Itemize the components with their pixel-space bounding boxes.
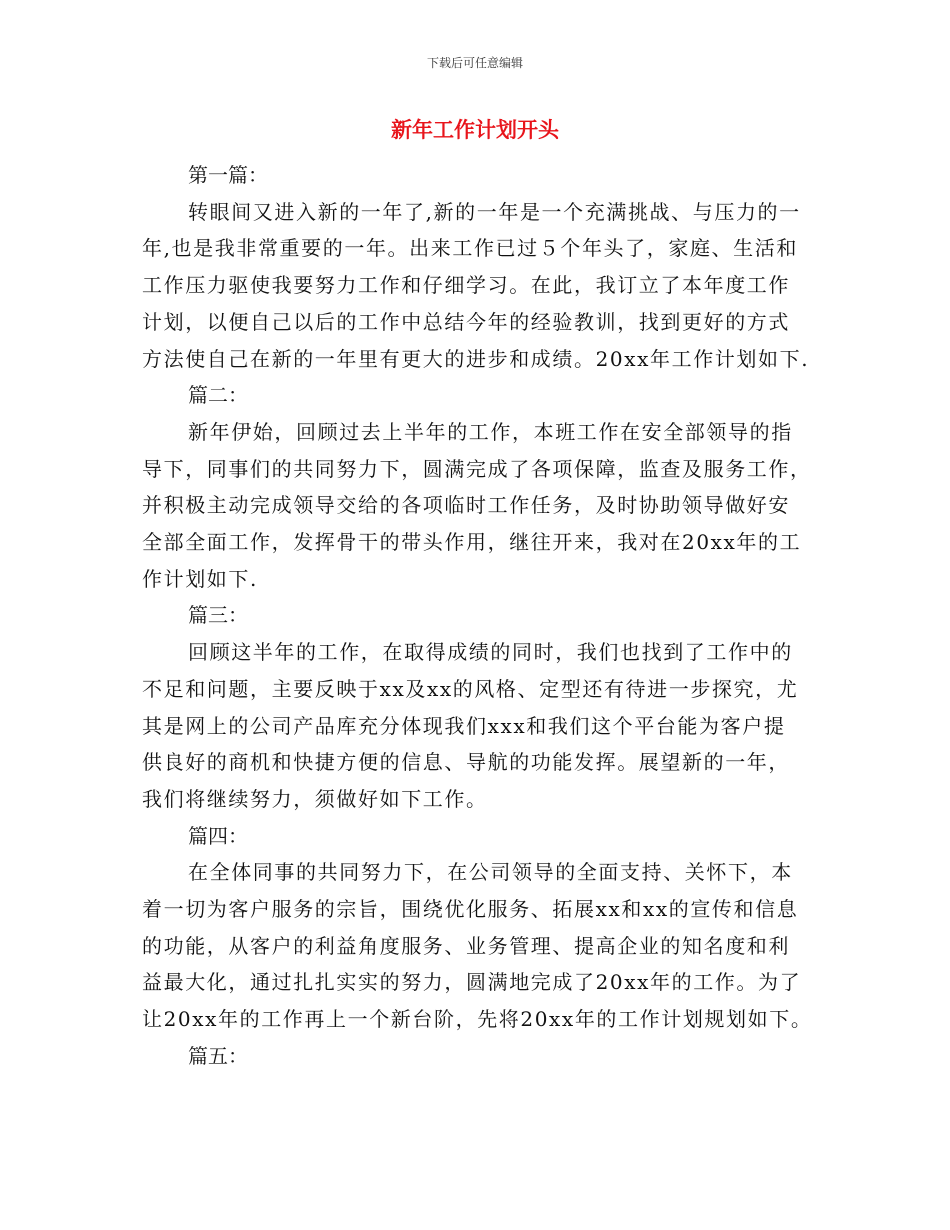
paragraph-line: 方法使自己在新的一年里有更大的进步和成绩。20xx年工作计划如下. <box>142 346 810 371</box>
paragraph-line: 全部全面工作，发挥骨干的带头作用，继往开来，我对在20xx年的工 <box>142 530 802 555</box>
paragraph-line: 着一切为客户服务的宗旨，围绕优化服务、拓展xx和xx的宣传和信息 <box>142 897 799 922</box>
paragraph-line: 并积极主动完成领导交给的各项临时工作任务，及时协助领导做好安 <box>142 493 790 518</box>
section-label-5: 篇五： <box>188 1043 248 1068</box>
section-label-1: 第一篇： <box>188 163 268 187</box>
paragraph-line: 转眼间又进入新的一年了,新的一年是一个充满挑战、与压力的一 <box>188 199 801 224</box>
section-label-4: 篇四： <box>188 823 248 848</box>
paragraph-line: 其是网上的公司产品库充分体现我们xxx和我们这个平台能为客户提 <box>142 713 786 738</box>
paragraph-line: 我们将继续努力，须做好如下工作。 <box>142 786 488 811</box>
section-paragraph-4 <box>142 854 813 1038</box>
paragraph-line: 回顾这半年的工作，在取得成绩的同时，我们也找到了工作中的 <box>188 640 793 665</box>
document-title: 新年工作计划开头 <box>391 118 559 142</box>
paragraph-line: 导下，同事们的共同努力下，圆满完成了各项保障，监查及服务工作， <box>142 456 812 481</box>
paragraph-line: 让20xx年的工作再上一个新台阶，先将20xx年的工作计划规划如下。 <box>142 1007 813 1032</box>
section-paragraph-3 <box>142 634 810 818</box>
section-label-2: 篇二： <box>188 383 248 408</box>
section-paragraph-2 <box>142 414 810 598</box>
paragraph-line: 益最大化，通过扎扎实实的努力，圆满地完成了20xx年的工作。为了 <box>142 970 802 995</box>
paragraph-line: 工作压力驱使我要努力工作和仔细学习。在此，我订立了本年度工作 <box>142 273 790 298</box>
paragraph-line: 计划，以便自己以后的工作中总结今年的经验教训，找到更好的方式 <box>142 309 790 334</box>
header-note: 下载后可任意编辑 <box>426 56 523 70</box>
paragraph-line: 作计划如下. <box>142 566 258 591</box>
document-body <box>142 157 813 1075</box>
paragraph-line: 供良好的商机和快捷方便的信息、导航的功能发挥。展望新的一年， <box>142 750 790 775</box>
paragraph-line: 年,也是我非常重要的一年。出来工作已过５个年头了，家庭、生活和 <box>142 236 798 261</box>
paragraph-line: 在全体同事的共同努力下，在公司领导的全面支持、关怀下，本 <box>188 860 793 885</box>
section-label-3: 篇三： <box>188 603 248 628</box>
paragraph-line: 新年伊始，回顾过去上半年的工作，本班工作在安全部领导的指 <box>188 419 793 444</box>
paragraph-line: 的功能，从客户的利益角度服务、业务管理、提高企业的知名度和利 <box>142 933 790 958</box>
section-paragraph-1 <box>142 194 810 378</box>
paragraph-line: 不足和问题，主要反映于xx及xx的风格、定型还有待进一步探究，尤 <box>142 676 799 701</box>
